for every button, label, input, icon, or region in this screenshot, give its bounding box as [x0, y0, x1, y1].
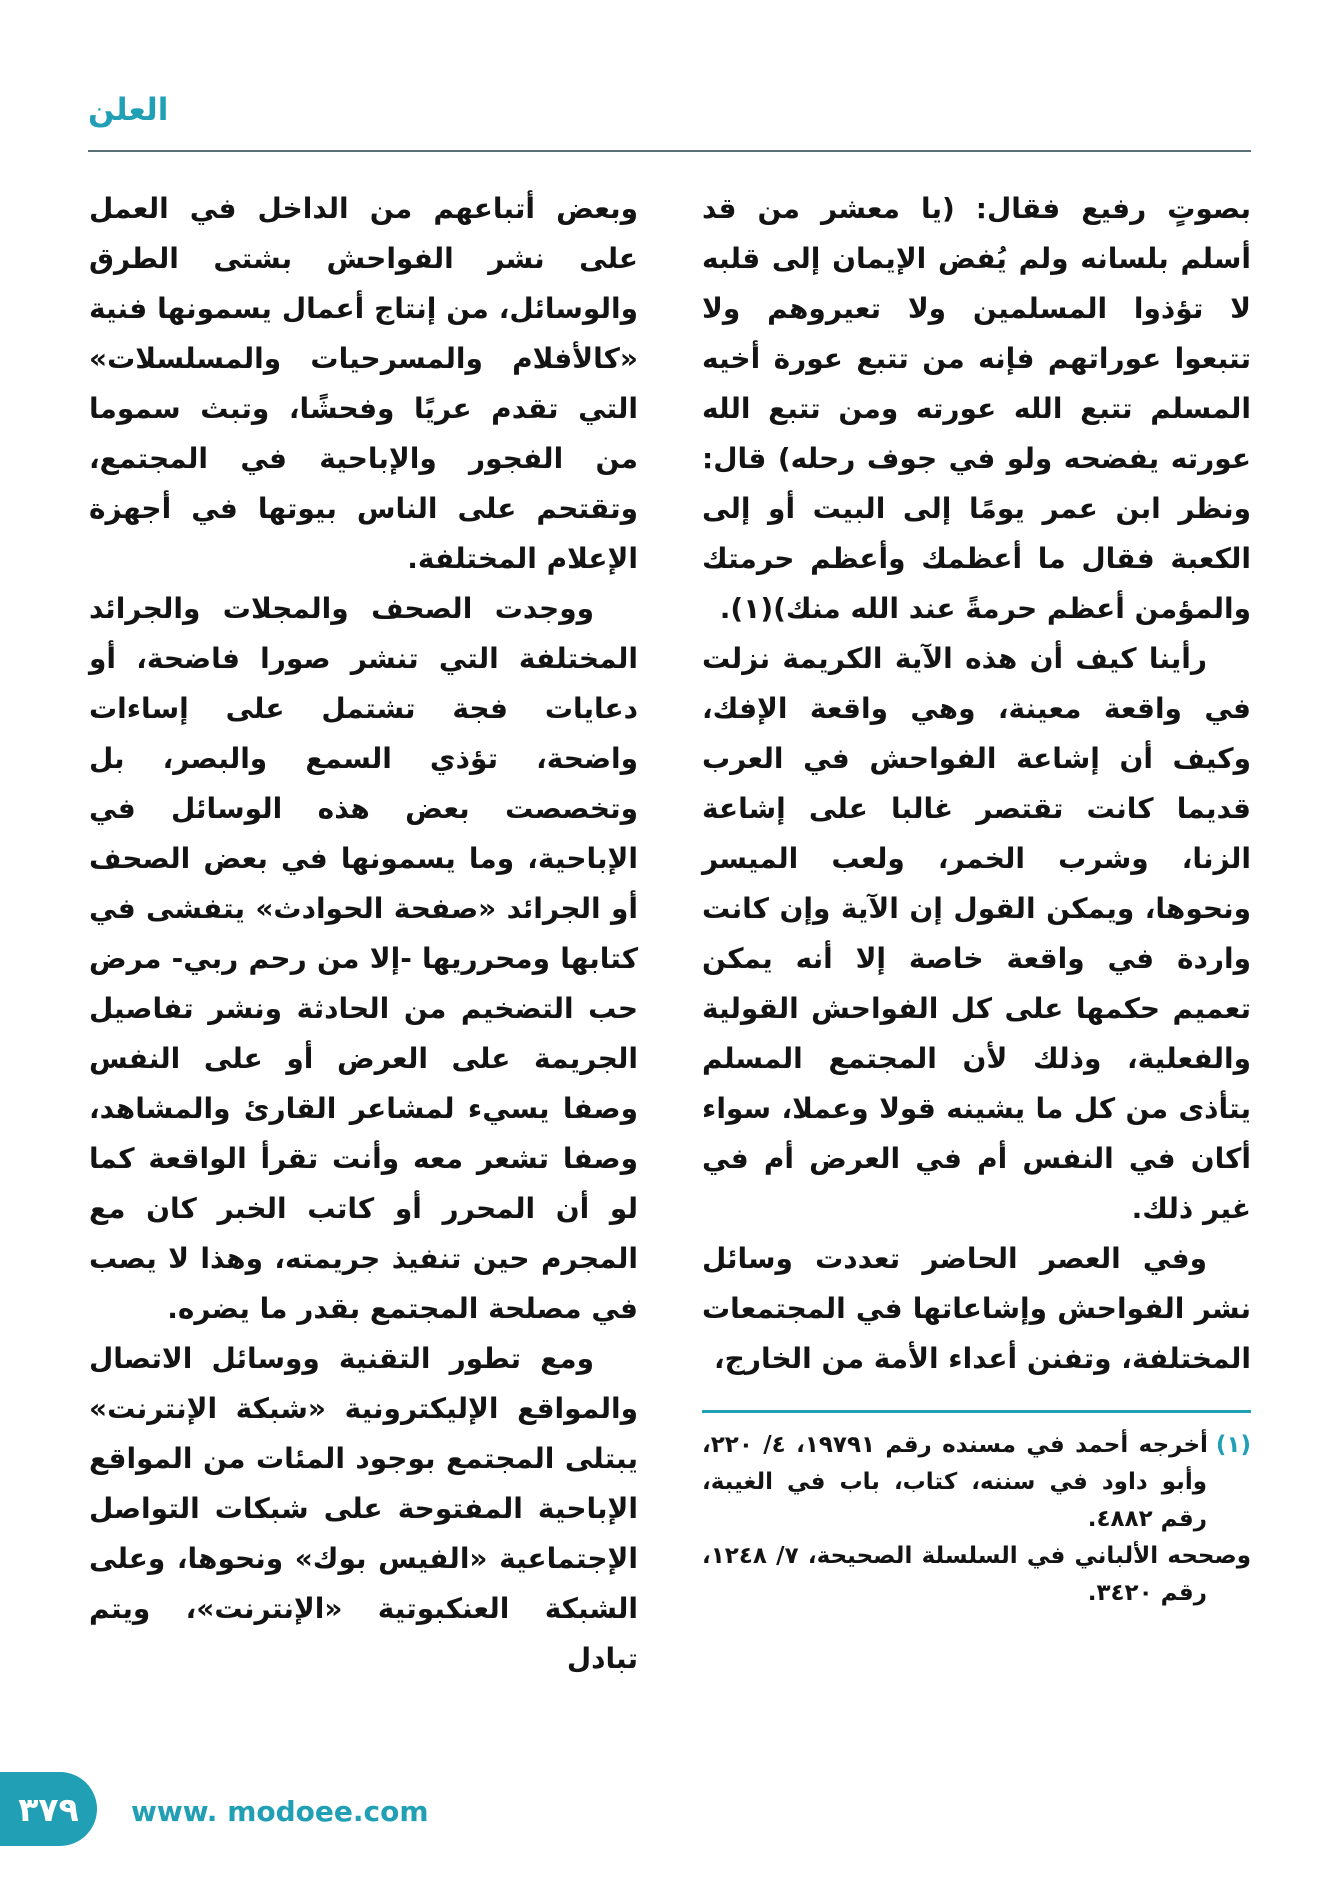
column-left — [89, 184, 638, 1684]
footnote-entry-continuation: وصححه الألباني في السلسلة الصحيحة، ٧/ ١٢٤٨، رقم ٣٤٢٠. — [702, 1543, 1251, 1606]
paragraph-technology: ومع تطور التقنية ووسائل الاتصال والمواقع الإليكترونية «شبكة الإنترنت» يبتلى المجتمع بوجود المئات من المواقع الإباحية المفتوحة على شبكات التواصل الإجتماعية «الفيس بوك» ونحوها، وعلى الشبكة العنكبوتية «الإنترنت»، ويتم تبادل — [89, 1342, 638, 1675]
column-right — [702, 184, 1251, 1684]
footnote-marker: (١) — [1215, 1432, 1251, 1458]
footnote-entry — [702, 1427, 1251, 1538]
page-header-title: العلن — [88, 92, 169, 128]
paragraph-commentary: رأينا كيف أن هذه الآية الكريمة نزلت في واقعة معينة، وهي واقعة الإفك، وكيف أن إشاعة الفواحش في العرب قديما كانت تقتصر غالبا على إشاعة الزنا، وشرب الخمر، ولعب الميسر ونحوها، ويمكن القول إن الآية وإن كانت واردة في واقعة خاصة إلا أنه يمكن تعميم حكمها على كل الفواحش القولية والفعلية، وذلك لأن المجتمع المسلم يتأذى من كل ما يشينه قولا وعملا، سواء أكان في النفس أم في العرض أم في غير ذلك. — [702, 642, 1251, 1225]
page-number: ٣٧٩ — [18, 1789, 79, 1829]
footnotes-section — [702, 1410, 1251, 1612]
page-number-tab — [0, 1772, 97, 1846]
footnote-text: أخرجه أحمد في مسنده رقم ١٩٧٩١، ٤/ ٢٢٠، وأبو داود في سننه، كتاب، باب في الغيبة، رقم ٤٨٨٢. — [702, 1432, 1208, 1532]
paragraph-press: ووجدت الصحف والمجلات والجرائد المختلفة التي تنشر صورا فاضحة، أو دعايات فجة تشتمل على إساءات واضحة، تؤذي السمع والبصر، بل وتخصصت بعض هذه الوسائل في الإباحية، وما يسمونها في بعض الصحف أو الجرائد «صفحة الحوادث» يتفشى في كتابها ومحرريها -إلا من رحم ربي- مرض حب التضخيم من الحادثة ونشر تفاصيل الجريمة على العرض أو على النفس وصفا يسيء لمشاعر القارئ والمشاهد، وصفا تشعر معه وأنت تقرأ الواقعة كما لو أن المحرر أو كاتب الخبر كان مع المجرم حين تنفيذ جريمته، وهذا لا يصب في مصلحة المجتمع بقدر ما يضره. — [89, 592, 638, 1325]
text-columns — [88, 184, 1251, 1684]
paragraph-modern-era: وفي العصر الحاضر تعددت وسائل نشر الفواحش وإشاعاتها في المجتمعات المختلفة، وتفنن أعداء الأمة من الخارج، — [702, 1242, 1251, 1375]
footnote-divider — [702, 1410, 1251, 1413]
paragraph-hadith: بصوتٍ رفيع فقال: (يا معشر من قد أسلم بلسانه ولم يُفض الإيمان إلى قلبه لا تؤذوا المسلمين ولا تعيروهم ولا تتبعوا عوراتهم فإنه من تتبع عورة أخيه المسلم تتبع الله عورته ومن تتبع الله عورته يفضحه ولو في جوف رحله) قال: ونظر ابن عمر يومًا إلى البيت أو إلى الكعبة فقال ما أعظمك وأعظم حرمتك والمؤمن أعظم حرمةً عند الله منك)(١). — [702, 192, 1251, 625]
website-url: www. modoee.com — [131, 1795, 429, 1828]
paragraph-followers: وبعض أتباعهم من الداخل في العمل على نشر الفواحش بشتى الطرق والوسائل، من إنتاج أعمال يسمونها فنية «كالأفلام والمسرحيات والمسلسلات» التي تقدم عريًا وفحشًا، وتبث سموما من الفجور والإباحية في المجتمع، وتقتحم على الناس بيوتها في أجهزة الإعلام المختلفة. — [89, 192, 638, 575]
header-divider — [88, 150, 1251, 152]
